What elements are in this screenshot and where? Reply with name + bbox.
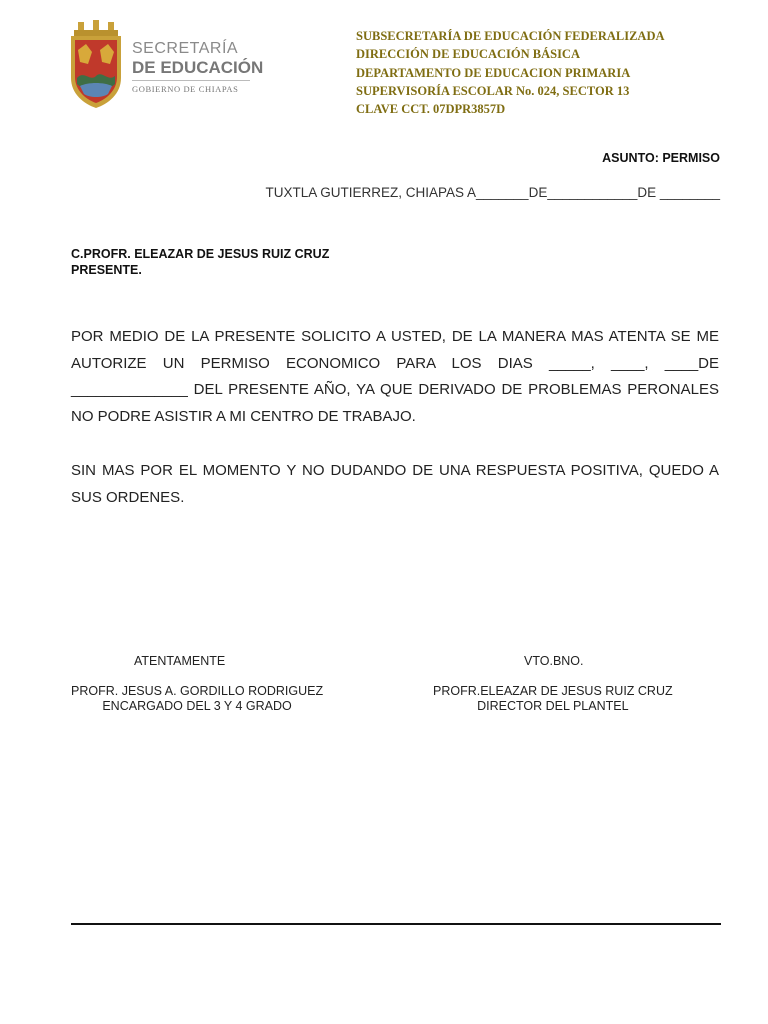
letterhead-line: SUBSECRETARÍA DE EDUCACIÓN FEDERALIZADA <box>356 29 665 43</box>
signature-left-role: ENCARGADO DEL 3 Y 4 GRADO <box>102 699 292 713</box>
logo-secretaria-text: SECRETARÍA <box>132 40 239 57</box>
logo-de-educacion-text: DE EDUCACIÓN <box>132 58 264 77</box>
letterhead-institution-block <box>356 27 665 118</box>
place-date-line: TUXTLA GUTIERREZ, CHIAPAS A_______DE____________DE ________ <box>265 185 720 200</box>
signature-right-block <box>433 684 673 714</box>
body-paragraph-closing: SIN MAS POR EL MOMENTO Y NO DUDANDO DE UNA RESPUESTA POSITIVA, QUEDO A SUS ORDENES. <box>71 462 719 506</box>
chiapas-coat-of-arms-icon <box>68 20 124 110</box>
recipient-presente: PRESENTE. <box>71 263 142 277</box>
recipient-name: C.PROFR. ELEAZAR DE JESUS RUIZ CRUZ <box>71 247 330 261</box>
signature-right-label: VTO.BNO. <box>524 654 584 668</box>
recipient-block <box>71 246 329 278</box>
signature-right-name: PROFR.ELEAZAR DE JESUS RUIZ CRUZ <box>433 684 673 698</box>
signature-left-name: PROFR. JESUS A. GORDILLO RODRIGUEZ <box>71 684 324 698</box>
letterhead-line: CLAVE CCT. 07DPR3857D <box>356 102 506 117</box>
letterhead-line: DEPARTAMENTO DE EDUCACION PRIMARIA <box>356 65 631 80</box>
logo-divider <box>132 80 250 81</box>
signature-left-label: ATENTAMENTE <box>134 654 226 668</box>
letterhead-line: SUPERVISORÍA ESCOLAR No. 024, SECTOR 13 <box>356 83 630 98</box>
subject-line: ASUNTO: PERMISO <box>602 151 720 165</box>
footer-divider <box>71 923 721 925</box>
signature-left-block <box>71 684 323 714</box>
body-paragraph-request: POR MEDIO DE LA PRESENTE SOLICITO A USTED, DE LA MANERA MAS ATENTA SE ME AUTORIZE UN PERMISO ECONOMICO PARA LOS DIAS _____, ____, ____DE ______________ DEL PRESENTE AÑO, YA QUE DERIVADO DE PROBLEMAS PERONALES NO PODRE ASISTIR A MI CENTRO DE TRABAJO. <box>71 328 719 426</box>
letterhead-line: DIRECCIÓN DE EDUCACIÓN BÁSICA <box>356 47 580 62</box>
logo-gobierno-text: GOBIERNO DE CHIAPAS <box>132 84 239 94</box>
secretaria-educacion-logo <box>68 20 268 112</box>
signature-right-role: DIRECTOR DEL PLANTEL <box>477 699 629 713</box>
